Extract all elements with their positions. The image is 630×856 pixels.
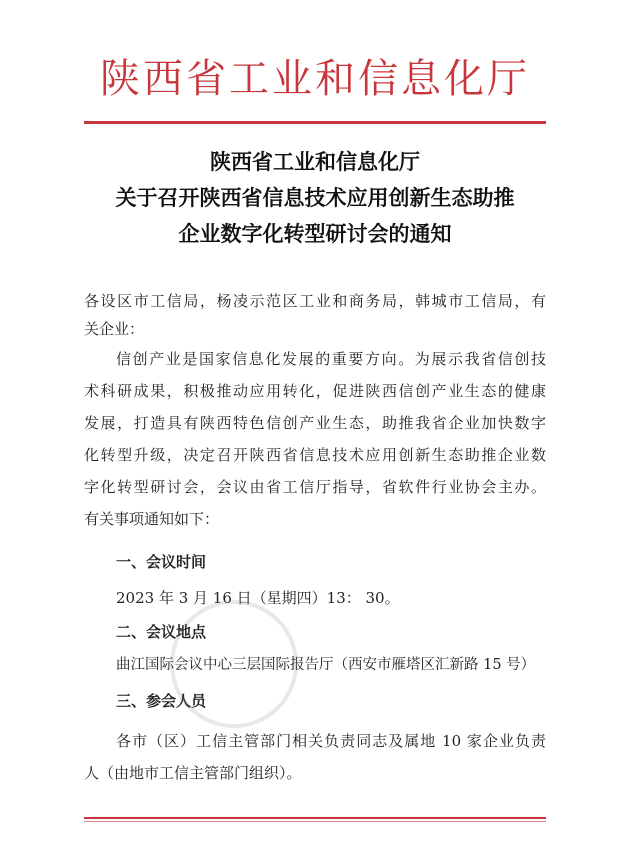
footer-red-rule-thin — [84, 821, 546, 822]
intro-line-5: 字化转型研讨会，会议由省工信厅指导，省软件行业协会主办。 — [84, 478, 546, 496]
recipients-line-1: 各设区市工信局，杨凌示范区工业和商务局，韩城市工信局，有 — [84, 292, 546, 310]
section-time-body: 2023 年 3 月 16 日（星期四）13： 30。 — [116, 589, 400, 607]
notice-title-line-3: 企业数字化转型研讨会的通知 — [178, 222, 452, 246]
section-attendees-heading: 三、参会人员 — [116, 692, 207, 710]
section-attendees-body-line-2: 人（由地市工信主管部门组织）。 — [84, 764, 302, 782]
intro-line-3: 发展，打造具有陕西特色信创产业生态，助推我省企业加快数字 — [84, 414, 546, 432]
section-time-heading: 一、会议时间 — [116, 553, 207, 571]
section-location-body: 曲江国际会议中心三层国际报告厅（西安市雁塔区汇新路 15 号） — [116, 657, 536, 673]
footer-red-rule — [84, 817, 546, 819]
section-attendees-body-line-1: 各市（区）工信主管部门相关负责同志及属地 10 家企业负责 — [116, 732, 546, 750]
section-location-heading: 二、会议地点 — [116, 623, 207, 641]
letterhead-org-name: 陕西省工业和信息化厅 — [100, 56, 530, 102]
notice-title-line-1: 陕西省工业和信息化厅 — [210, 150, 420, 174]
letterhead-red-rule — [84, 121, 546, 124]
intro-line-4: 化转型升级，决定召开陕西省信息技术应用创新生态助推企业数 — [84, 446, 546, 464]
recipients-line-2: 关企业： — [84, 320, 145, 338]
intro-line-6: 有关事项通知如下： — [84, 510, 220, 528]
notice-title-line-2: 关于召开陕西省信息技术应用创新生态助推 — [115, 186, 515, 210]
intro-line-2: 术科研成果，积极推动应用转化，促进陕西信创产业生态的健康 — [84, 382, 546, 400]
intro-line-1: 信创产业是国家信息化发展的重要方向。为展示我省信创技 — [116, 350, 546, 368]
